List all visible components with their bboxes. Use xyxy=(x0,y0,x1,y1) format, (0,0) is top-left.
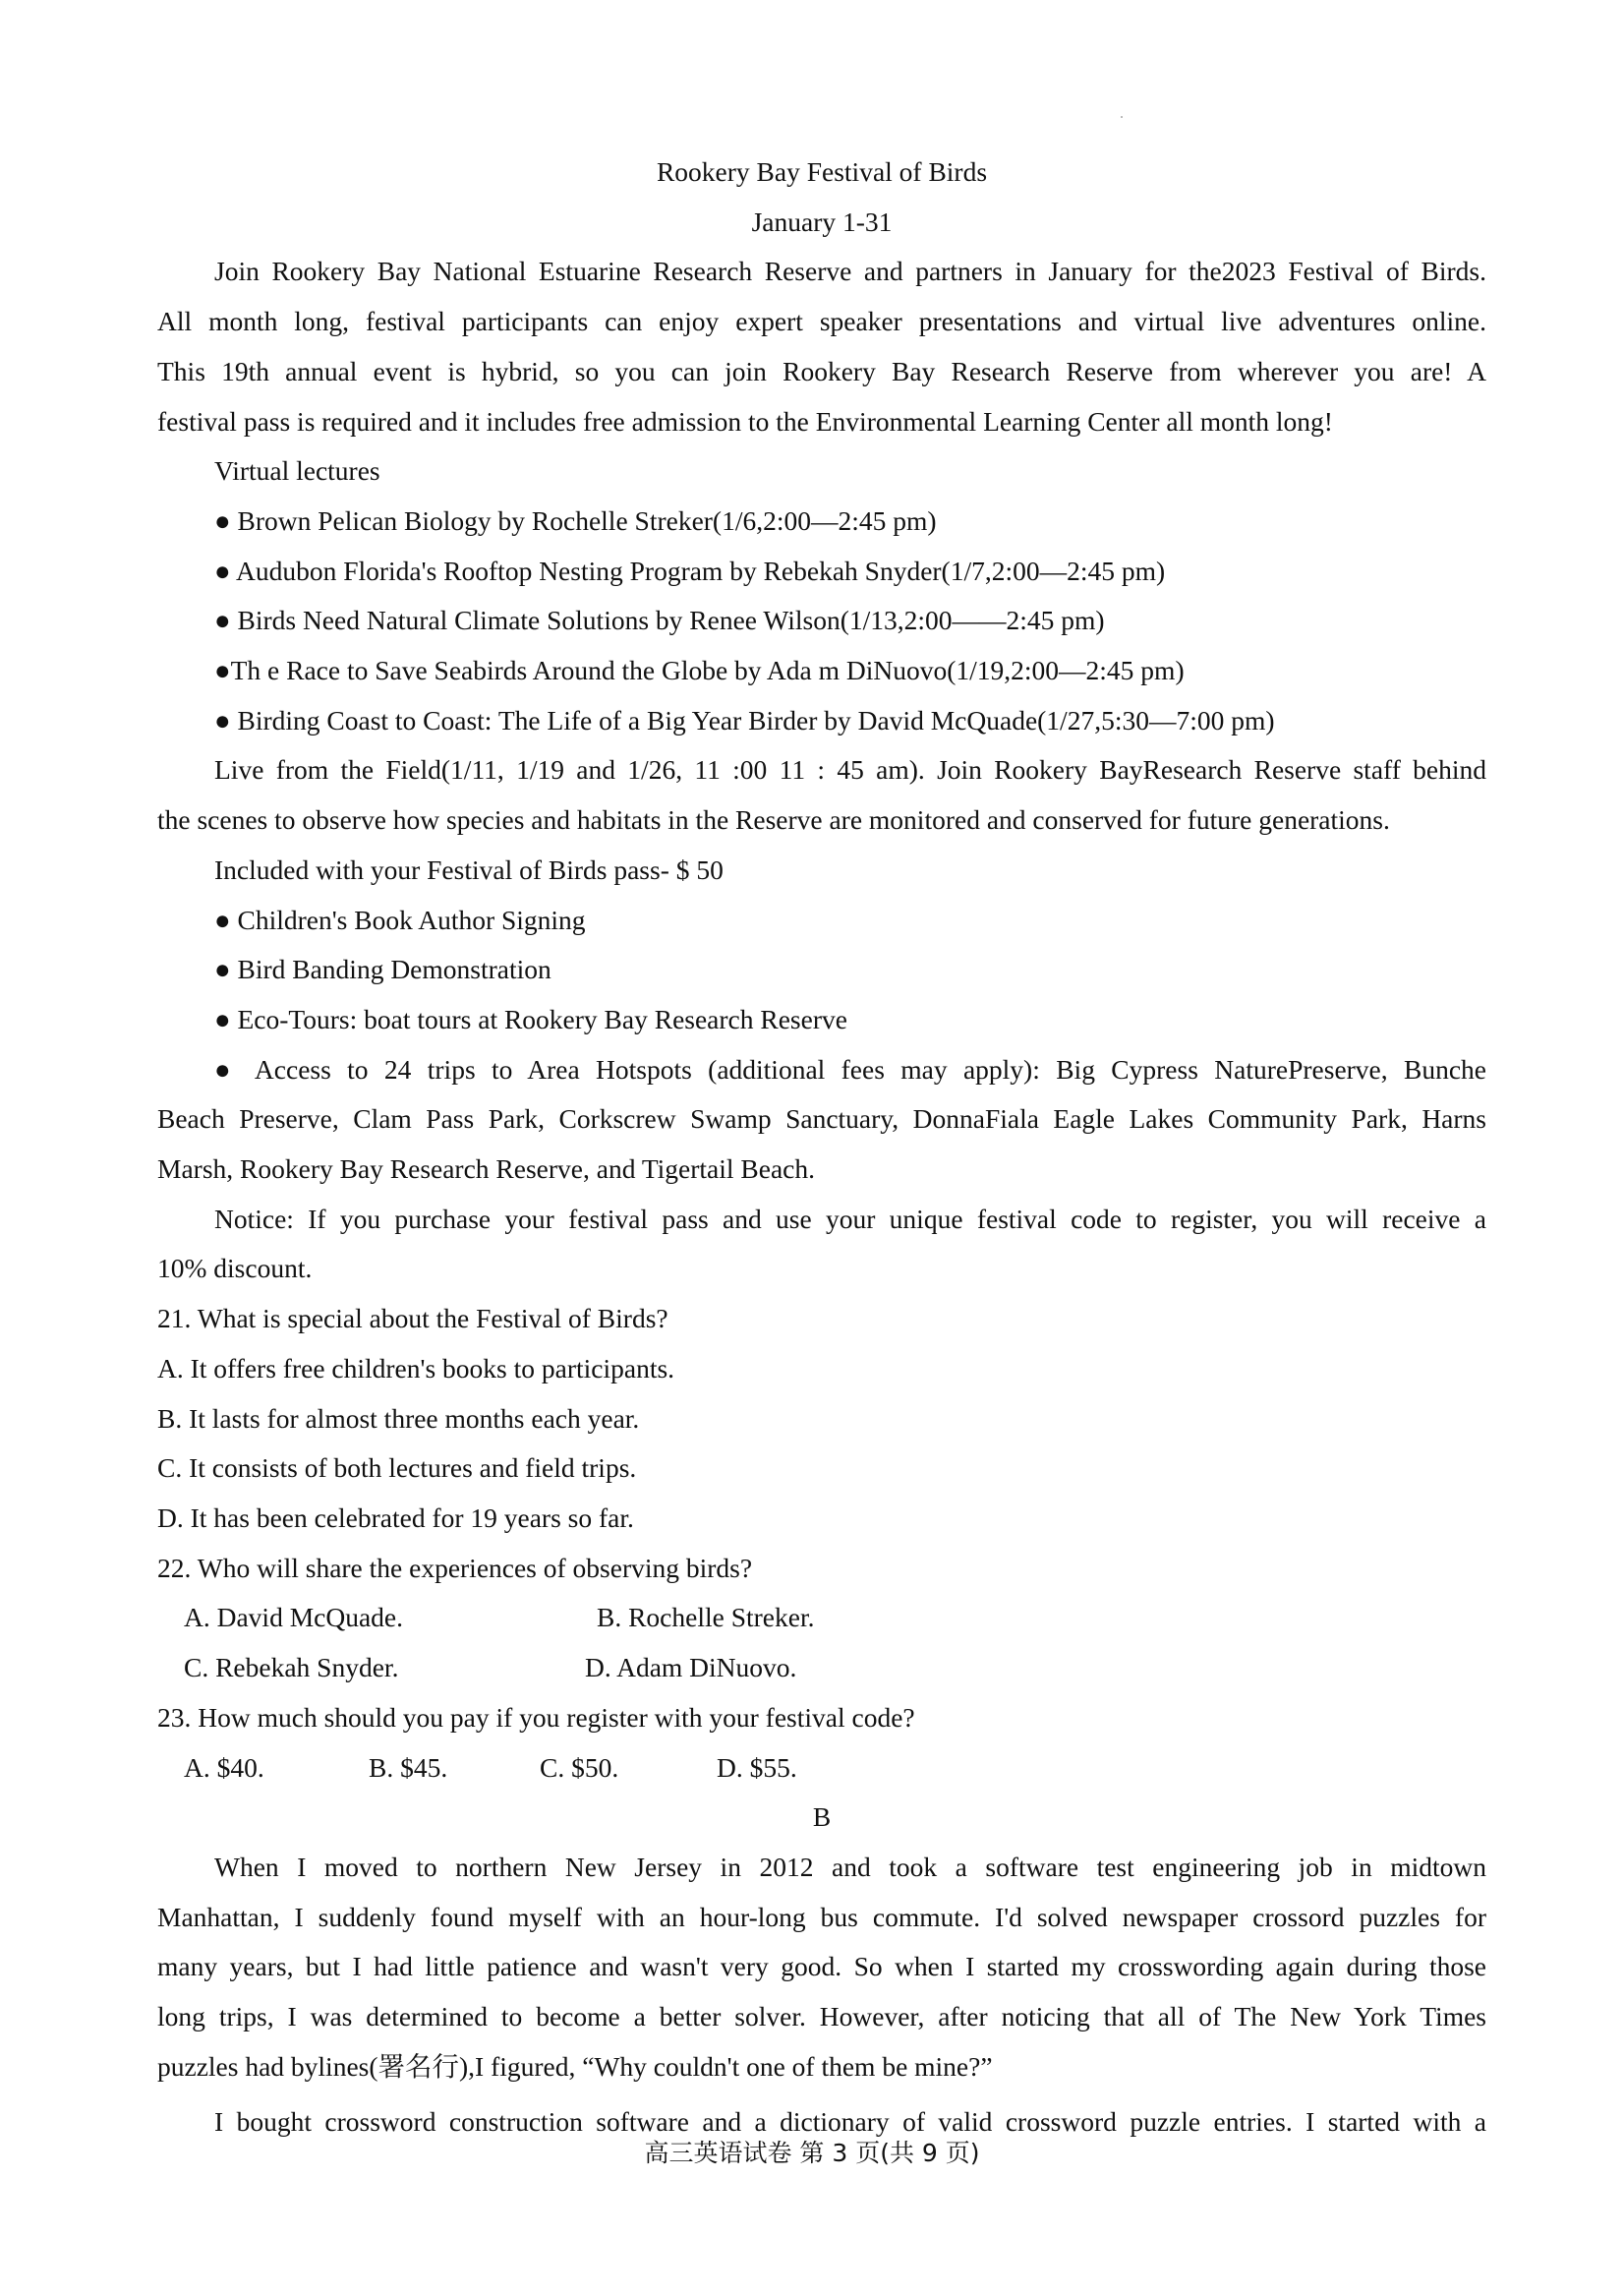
question-21-option: A. It offers free children's books to participants. xyxy=(157,1352,675,1383)
question-22-options-row xyxy=(157,1593,1486,1643)
pass-item: ● Eco-Tours: boat tours at Rookery Bay Research Reserve xyxy=(214,1003,847,1034)
passage-b-line: When I moved to northern New Jersey in 2012 and took a software test engineering job in midtown xyxy=(214,1851,1486,1882)
live-field-line: Live from the Field(1/11, 1/19 and 1/26, 11 :00 11 : 45 am). Join Rookery BayResearch Reserve staff behind xyxy=(214,754,1486,786)
lecture-item: ● Birds Need Natural Climate Solutions by Renee Wilson(1/13,2:00——2:45 pm) xyxy=(214,605,1105,636)
pass-item: ● Children's Book Author Signing xyxy=(214,904,586,935)
question-22-option: D. Adam DiNuovo. xyxy=(585,1652,797,1683)
question-22-options-row xyxy=(157,1643,1486,1693)
passage-b-line: puzzles had bylines(署名行),I figured, “Why couldn't one of them be mine?” xyxy=(157,2050,993,2082)
question-23-stem: 23. How much should you pay if you register with your festival code? xyxy=(157,1701,915,1733)
notice-line: 10% discount. xyxy=(157,1253,313,1284)
question-21-stem: 21. What is special about the Festival of Birds? xyxy=(157,1303,668,1334)
pass-heading: Included with your Festival of Birds pass- $ 50 xyxy=(214,854,724,885)
passage-b-label: B xyxy=(812,1801,832,1833)
question-23-options-row xyxy=(157,1743,1486,1794)
exam-page xyxy=(157,147,1486,2148)
virtual-lectures-heading: Virtual lectures xyxy=(214,455,380,487)
lecture-item: ● Audubon Florida's Rooftop Nesting Program by Rebekah Snyder(1/7,2:00—2:45 pm) xyxy=(214,555,1166,586)
passage-b-line: many years, but I had little patience and wasn't very good. So when I started my crosswording again during those xyxy=(157,1951,1486,1982)
notice-line: Notice: If you purchase your festival pass and use your unique festival code to register, you will receive a xyxy=(214,1203,1486,1234)
lecture-item: ● Birding Coast to Coast: The Life of a Big Year Birder by David McQuade(1/27,5:30—7:00 pm) xyxy=(214,704,1275,736)
passage-b-line: I bought crossword construction software and a dictionary of valid crossword puzzle entries. I started with a xyxy=(214,2106,1486,2138)
intro-line: festival pass is required and it includes free admission to the Environmental Learning Center all month long! xyxy=(157,405,1333,437)
access-line: ● Access to 24 trips to Area Hotspots (additional fees may apply): Big Cypress NaturePreserve, Bunche xyxy=(214,1053,1486,1085)
page-footer: 高三英语试卷 第 3 页(共 9 页) xyxy=(644,2139,980,2167)
intro-line: All month long, festival participants can enjoy expert speaker presentations and virtual live adventures online. xyxy=(157,306,1486,337)
question-23-option: C. $50. xyxy=(540,1751,619,1783)
question-21-option: D. It has been celebrated for 19 years so far. xyxy=(157,1501,634,1533)
scan-speck xyxy=(1121,116,1123,118)
question-23-option: B. $45. xyxy=(369,1751,448,1783)
question-21-option: C. It consists of both lectures and field trips. xyxy=(157,1452,637,1484)
access-line: Marsh, Rookery Bay Research Reserve, and Tigertail Beach. xyxy=(157,1153,815,1185)
question-22-stem: 22. Who will share the experiences of observing birds? xyxy=(157,1552,753,1583)
passage-b-line: long trips, I was determined to become a better solver. However, after noticing that all of The New York Times xyxy=(157,2001,1486,2032)
passage-title: Rookery Bay Festival of Birds xyxy=(656,156,988,187)
intro-line: This 19th annual event is hybrid, so you can join Rookery Bay Research Reserve from wherever you are! A xyxy=(157,355,1486,386)
passage-b-line: Manhattan, I suddenly found myself with an hour-long bus commute. I'd solved newspaper crossord puzzles for xyxy=(157,1901,1486,1932)
question-23-option: A. $40. xyxy=(184,1751,264,1783)
lecture-item: ●Th e Race to Save Seabirds Around the Globe by Ada m DiNuovo(1/19,2:00—2:45 pm) xyxy=(214,655,1185,686)
festival-dates: January 1-31 xyxy=(751,206,893,237)
question-21-option: B. It lasts for almost three months each year. xyxy=(157,1402,640,1434)
pass-item: ● Bird Banding Demonstration xyxy=(214,954,551,985)
question-22-option: B. Rochelle Streker. xyxy=(597,1602,815,1633)
question-22-option: C. Rebekah Snyder. xyxy=(184,1652,399,1683)
access-line: Beach Preserve, Clam Pass Park, Corkscrew Swamp Sanctuary, DonnaFiala Eagle Lakes Community Park, Harns xyxy=(157,1103,1486,1135)
question-22-option: A. David McQuade. xyxy=(184,1602,403,1633)
lecture-item: ● Brown Pelican Biology by Rochelle Streker(1/6,2:00—2:45 pm) xyxy=(214,504,937,536)
intro-line: Join Rookery Bay National Estuarine Research Reserve and partners in January for the2023 Festival of Birds. xyxy=(214,256,1486,287)
live-field-line: the scenes to observe how species and habitats in the Reserve are monitored and conserved for future generations. xyxy=(157,804,1390,836)
question-23-option: D. $55. xyxy=(717,1751,797,1783)
